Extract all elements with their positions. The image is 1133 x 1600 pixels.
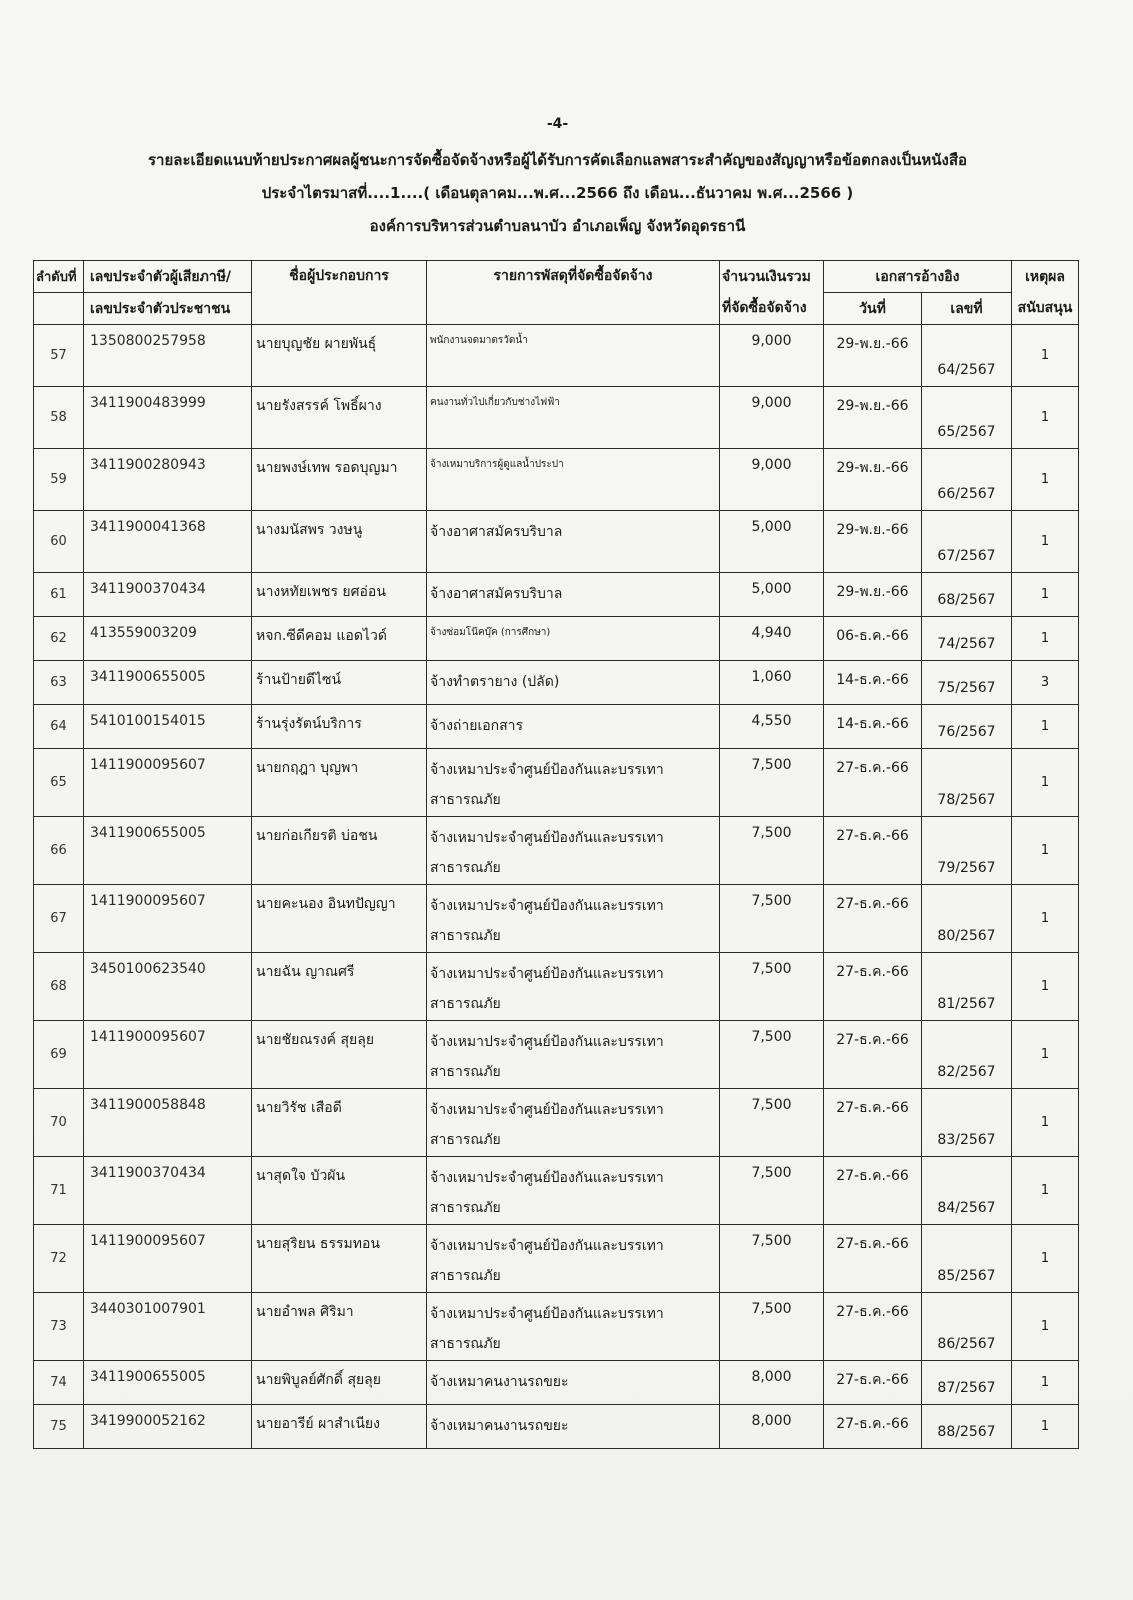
procurement-item: จ้างเหมาประจำศูนย์ป้องกันและบรรเทาสาธารณภัย xyxy=(427,953,720,1021)
row-number: 66 xyxy=(34,817,84,885)
procurement-item: คนงานทั่วไปเกี่ยวกับช่างไฟฟ้า xyxy=(427,387,720,449)
organization-name: องค์การบริหารส่วนตำบลนาบัว อำเภอเพ็ญ จังหวัดอุดรธานี xyxy=(369,217,746,235)
vendor-name: นายอารีย์ ผาสำเนียง xyxy=(252,1405,427,1449)
reason-code: 1 xyxy=(1012,705,1079,749)
ref-date: 27-ธ.ค.-66 xyxy=(824,1361,922,1405)
reason-code: 1 xyxy=(1012,325,1079,387)
procurement-item: จ้างเหมาประจำศูนย์ป้องกันและบรรเทาสาธารณภัย xyxy=(427,1225,720,1293)
ref-number: 75/2567 xyxy=(922,661,1012,705)
tax-id: 1411900095607 xyxy=(84,749,252,817)
amount: 7,500 xyxy=(720,749,824,817)
vendor-name: นายบุญชัย ผายพันธุ์ xyxy=(252,325,427,387)
ref-number: 68/2567 xyxy=(922,573,1012,617)
procurement-item: จ้างเหมาประจำศูนย์ป้องกันและบรรเทาสาธารณภัย xyxy=(427,1021,720,1089)
ref-date: 27-ธ.ค.-66 xyxy=(824,817,922,885)
vendor-name: นางหทัยเพชร ยศอ่อน xyxy=(252,573,427,617)
ref-number: 65/2567 xyxy=(922,387,1012,449)
amount: 5,000 xyxy=(720,511,824,573)
table-row xyxy=(34,1089,1079,1157)
procurement-item: จ้างเหมาคนงานรถขยะ xyxy=(427,1405,720,1449)
reason-code: 1 xyxy=(1012,1293,1079,1361)
table-row xyxy=(34,617,1079,661)
tax-id: 3450100623540 xyxy=(84,953,252,1021)
vendor-name: นายชัยณรงค์ สุยลุย xyxy=(252,1021,427,1089)
ref-date: 29-พ.ย.-66 xyxy=(824,325,922,387)
row-number: 63 xyxy=(34,661,84,705)
reason-code: 3 xyxy=(1012,661,1079,705)
table-row xyxy=(34,885,1079,953)
table-row xyxy=(34,325,1079,387)
table-row xyxy=(34,953,1079,1021)
vendor-name: นายรังสรรค์ โพธิ์ผาง xyxy=(252,387,427,449)
row-number: 67 xyxy=(34,885,84,953)
ref-date: 29-พ.ย.-66 xyxy=(824,573,922,617)
row-number: 72 xyxy=(34,1225,84,1293)
row-number: 70 xyxy=(34,1089,84,1157)
ref-date: 29-พ.ย.-66 xyxy=(824,449,922,511)
ref-number: 64/2567 xyxy=(922,325,1012,387)
reason-code: 1 xyxy=(1012,953,1079,1021)
table-row xyxy=(34,817,1079,885)
row-number: 64 xyxy=(34,705,84,749)
reason-code: 1 xyxy=(1012,511,1079,573)
table-row xyxy=(34,1021,1079,1089)
row-number: 74 xyxy=(34,1361,84,1405)
tax-id: 3411900655005 xyxy=(84,661,252,705)
vendor-name: นายพงษ์เทพ รอดบุญมา xyxy=(252,449,427,511)
ref-number: 74/2567 xyxy=(922,617,1012,661)
amount: 9,000 xyxy=(720,387,824,449)
ref-date: 27-ธ.ค.-66 xyxy=(824,1405,922,1449)
procurement-item: จ้างเหมาประจำศูนย์ป้องกันและบรรเทาสาธารณภัย xyxy=(427,749,720,817)
reason-code: 1 xyxy=(1012,449,1079,511)
reason-code: 1 xyxy=(1012,1405,1079,1449)
reason-code: 1 xyxy=(1012,1225,1079,1293)
vendor-name: นายก่อเกียรติ บ่อชน xyxy=(252,817,427,885)
ref-number: 79/2567 xyxy=(922,817,1012,885)
amount: 1,060 xyxy=(720,661,824,705)
ref-number: 87/2567 xyxy=(922,1361,1012,1405)
procurement-item: จ้างทำตรายาง (ปลัด) xyxy=(427,661,720,705)
tax-id: 3411900280943 xyxy=(84,449,252,511)
row-number: 59 xyxy=(34,449,84,511)
reason-code: 1 xyxy=(1012,1021,1079,1089)
header-ref-date: วันที่ xyxy=(824,293,922,325)
tax-id: 3411900655005 xyxy=(84,817,252,885)
vendor-name: นาสุดใจ บัวผัน xyxy=(252,1157,427,1225)
header-amount-line2: ที่จัดซื้อจัดจ้าง xyxy=(720,293,824,325)
ref-number: 88/2567 xyxy=(922,1405,1012,1449)
amount: 5,000 xyxy=(720,573,824,617)
document-period: ประจำไตรมาสที่....1....( เดือนตุลาคม...พ.ศ...2566 ถึง เดือน...ธันวาคม พ.ศ...2566 ) xyxy=(261,184,854,202)
procurement-item: จ้างเหมาประจำศูนย์ป้องกันและบรรเทาสาธารณภัย xyxy=(427,1089,720,1157)
ref-number: 86/2567 xyxy=(922,1293,1012,1361)
document-title: รายละเอียดแนบท้ายประกาศผลผู้ชนะการจัดซื้อจัดจ้างหรือผู้ได้รับการคัดเลือกแลพสาระสำคัญของสัญญาหรือข้อตกลงเป็นหนังสือ xyxy=(148,151,967,169)
reason-code: 1 xyxy=(1012,1089,1079,1157)
reason-code: 1 xyxy=(1012,749,1079,817)
amount: 8,000 xyxy=(720,1361,824,1405)
row-number: 57 xyxy=(34,325,84,387)
ref-number: 83/2567 xyxy=(922,1089,1012,1157)
header-no: ลำดับที่ xyxy=(34,261,84,293)
ref-number: 67/2567 xyxy=(922,511,1012,573)
tax-id: 1350800257958 xyxy=(84,325,252,387)
tax-id: 1411900095607 xyxy=(84,885,252,953)
table-row xyxy=(34,511,1079,573)
tax-id: 1411900095607 xyxy=(84,1021,252,1089)
ref-date: 14-ธ.ค.-66 xyxy=(824,705,922,749)
tax-id: 3411900370434 xyxy=(84,1157,252,1225)
table-row xyxy=(34,1293,1079,1361)
header-taxid-line1: เลขประจำตัวผู้เสียภาษี/ xyxy=(84,261,252,293)
reason-code: 1 xyxy=(1012,1157,1079,1225)
ref-date: 27-ธ.ค.-66 xyxy=(824,885,922,953)
table-row xyxy=(34,1361,1079,1405)
header-ref: เอกสารอ้างอิง xyxy=(824,261,1012,293)
tax-id: 3411900370434 xyxy=(84,573,252,617)
row-number: 62 xyxy=(34,617,84,661)
header-item: รายการพัสดุที่จัดซื้อจัดจ้าง xyxy=(427,261,720,325)
vendor-name: นายพิบูลย์ศักดิ์ สุยลุย xyxy=(252,1361,427,1405)
tax-id: 3411900041368 xyxy=(84,511,252,573)
table-row xyxy=(34,387,1079,449)
reason-code: 1 xyxy=(1012,1361,1079,1405)
reason-code: 1 xyxy=(1012,617,1079,661)
amount: 7,500 xyxy=(720,885,824,953)
ref-date: 06-ธ.ค.-66 xyxy=(824,617,922,661)
amount: 7,500 xyxy=(720,1293,824,1361)
ref-number: 85/2567 xyxy=(922,1225,1012,1293)
tax-id: 3411900058848 xyxy=(84,1089,252,1157)
procurement-item: จ้างถ่ายเอกสาร xyxy=(427,705,720,749)
table-body xyxy=(34,325,1079,1449)
ref-number: 84/2567 xyxy=(922,1157,1012,1225)
header-reason-line1: เหตุผล xyxy=(1012,261,1079,293)
tax-id: 5410100154015 xyxy=(84,705,252,749)
row-number: 65 xyxy=(34,749,84,817)
amount: 7,500 xyxy=(720,1157,824,1225)
tax-id: 3419900052162 xyxy=(84,1405,252,1449)
vendor-name: หจก.ซีดีคอม แอดไวด์ xyxy=(252,617,427,661)
row-number: 69 xyxy=(34,1021,84,1089)
row-number: 58 xyxy=(34,387,84,449)
row-number: 68 xyxy=(34,953,84,1021)
header-taxid-line2: เลขประจำตัวประชาชน xyxy=(84,293,252,325)
ref-date: 27-ธ.ค.-66 xyxy=(824,749,922,817)
table-row xyxy=(34,1157,1079,1225)
procurement-item: จ้างซ่อมโน๊คบุ๊ค (การศึกษา) xyxy=(427,617,720,661)
amount: 9,000 xyxy=(720,449,824,511)
row-number: 73 xyxy=(34,1293,84,1361)
reason-code: 1 xyxy=(1012,885,1079,953)
ref-date: 27-ธ.ค.-66 xyxy=(824,1089,922,1157)
page-number: -4- xyxy=(546,116,569,132)
table-row xyxy=(34,705,1079,749)
ref-date: 29-พ.ย.-66 xyxy=(824,387,922,449)
amount: 4,940 xyxy=(720,617,824,661)
ref-date: 14-ธ.ค.-66 xyxy=(824,661,922,705)
amount: 7,500 xyxy=(720,817,824,885)
row-number: 75 xyxy=(34,1405,84,1449)
procurement-item: จ้างเหมาคนงานรถขยะ xyxy=(427,1361,720,1405)
header-no-blank xyxy=(34,293,84,325)
amount: 4,550 xyxy=(720,705,824,749)
vendor-name: นางมนัสพร วงษนู xyxy=(252,511,427,573)
ref-date: 27-ธ.ค.-66 xyxy=(824,1157,922,1225)
tax-id: 1411900095607 xyxy=(84,1225,252,1293)
ref-number: 76/2567 xyxy=(922,705,1012,749)
table-row xyxy=(34,1225,1079,1293)
ref-number: 78/2567 xyxy=(922,749,1012,817)
table-row xyxy=(34,449,1079,511)
ref-date: 27-ธ.ค.-66 xyxy=(824,1021,922,1089)
table-row xyxy=(34,661,1079,705)
tax-id: 3440301007901 xyxy=(84,1293,252,1361)
procurement-table xyxy=(33,260,1079,1449)
procurement-item: จ้างเหมาประจำศูนย์ป้องกันและบรรเทาสาธารณภัย xyxy=(427,817,720,885)
header-reason-line2: สนับสนุน xyxy=(1012,293,1079,325)
procurement-item: จ้างเหมาประจำศูนย์ป้องกันและบรรเทาสาธารณภัย xyxy=(427,1157,720,1225)
vendor-name: นายกฤฎา บุญพา xyxy=(252,749,427,817)
procurement-item: จ้างอาศาสมัครบริบาล xyxy=(427,573,720,617)
row-number: 61 xyxy=(34,573,84,617)
ref-number: 66/2567 xyxy=(922,449,1012,511)
vendor-name: ร้านรุ่งรัตน์บริการ xyxy=(252,705,427,749)
reason-code: 1 xyxy=(1012,817,1079,885)
header-amount-line1: จำนวนเงินรวม xyxy=(720,261,824,293)
procurement-item: พนักงานจดมาตรวัดน้ำ xyxy=(427,325,720,387)
header-ref-no: เลขที่ xyxy=(922,293,1012,325)
amount: 7,500 xyxy=(720,953,824,1021)
tax-id: 3411900655005 xyxy=(84,1361,252,1405)
tax-id: 3411900483999 xyxy=(84,387,252,449)
ref-number: 81/2567 xyxy=(922,953,1012,1021)
amount: 9,000 xyxy=(720,325,824,387)
vendor-name: นายคะนอง อินทปัญญา xyxy=(252,885,427,953)
table-row xyxy=(34,1405,1079,1449)
amount: 7,500 xyxy=(720,1225,824,1293)
row-number: 71 xyxy=(34,1157,84,1225)
ref-date: 27-ธ.ค.-66 xyxy=(824,953,922,1021)
ref-number: 82/2567 xyxy=(922,1021,1012,1089)
tax-id: 413559003209 xyxy=(84,617,252,661)
amount: 7,500 xyxy=(720,1021,824,1089)
table-row xyxy=(34,573,1079,617)
reason-code: 1 xyxy=(1012,387,1079,449)
table-row xyxy=(34,749,1079,817)
amount: 7,500 xyxy=(720,1089,824,1157)
vendor-name: นายสุริยน ธรรมทอน xyxy=(252,1225,427,1293)
ref-date: 27-ธ.ค.-66 xyxy=(824,1293,922,1361)
header-name: ชื่อผู้ประกอบการ xyxy=(252,261,427,325)
procurement-item: จ้างอาศาสมัครบริบาล xyxy=(427,511,720,573)
procurement-item: จ้างเหมาบริการผู้ดูแลน้ำประปา xyxy=(427,449,720,511)
vendor-name: ร้านป้ายดีไซน์ xyxy=(252,661,427,705)
ref-date: 29-พ.ย.-66 xyxy=(824,511,922,573)
vendor-name: นายอำพล ศิริมา xyxy=(252,1293,427,1361)
vendor-name: นายวิรัช เสือดี xyxy=(252,1089,427,1157)
row-number: 60 xyxy=(34,511,84,573)
amount: 8,000 xyxy=(720,1405,824,1449)
vendor-name: นายฉัน ญาณศรี xyxy=(252,953,427,1021)
ref-date: 27-ธ.ค.-66 xyxy=(824,1225,922,1293)
procurement-item: จ้างเหมาประจำศูนย์ป้องกันและบรรเทาสาธารณภัย xyxy=(427,885,720,953)
procurement-item: จ้างเหมาประจำศูนย์ป้องกันและบรรเทาสาธารณภัย xyxy=(427,1293,720,1361)
reason-code: 1 xyxy=(1012,573,1079,617)
ref-number: 80/2567 xyxy=(922,885,1012,953)
